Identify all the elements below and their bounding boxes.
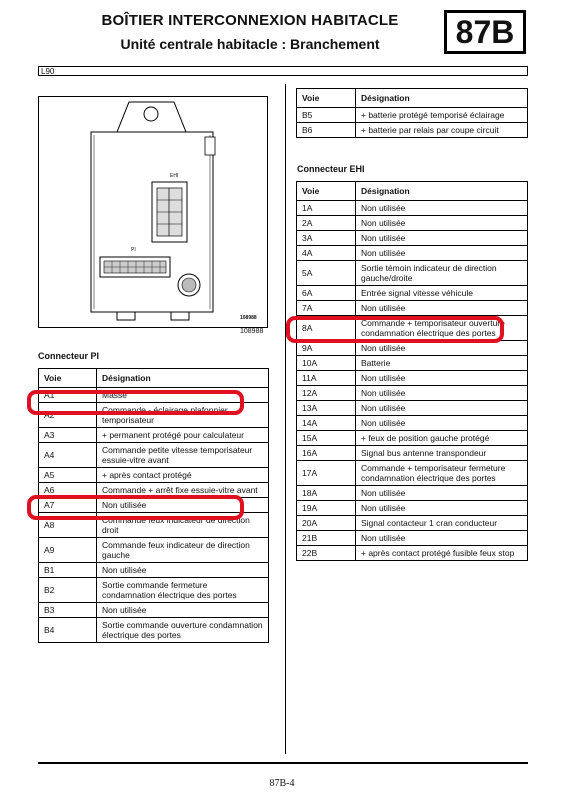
col-voie: Voie	[39, 369, 97, 388]
voie-cell: 14A	[297, 416, 356, 431]
unit-diagram-frame	[38, 96, 268, 328]
table-row	[297, 371, 528, 386]
table-row	[297, 486, 528, 501]
voie-cell: B1	[39, 563, 97, 578]
voie-cell: A6	[39, 483, 97, 498]
voie-cell: A8	[39, 513, 97, 538]
voie-cell: 10A	[297, 356, 356, 371]
table-row	[297, 546, 528, 561]
table-row	[297, 356, 528, 371]
table-row	[297, 446, 528, 461]
designation-cell: Signal bus antenne transpondeur	[356, 446, 528, 461]
designation-cell: Sortie témoin indicateur de direction gauche/droite	[356, 261, 528, 286]
model-bar	[38, 66, 528, 76]
voie-cell: A2	[39, 403, 97, 428]
page-number: 87B-4	[269, 778, 295, 789]
pi-label: PI	[131, 247, 136, 253]
designation-cell: + après contact protégé	[97, 468, 269, 483]
voie-cell: 11A	[297, 371, 356, 386]
designation-cell: Commande + arrêt fixe essuie-vitre avant	[97, 483, 269, 498]
designation-cell: Sortie commande ouverture condamnation électrique des portes	[97, 618, 269, 643]
col-voie: Voie	[297, 89, 356, 108]
designation-cell: Non utilisée	[356, 416, 528, 431]
control-unit-diagram	[39, 97, 267, 327]
voie-cell: 19A	[297, 501, 356, 516]
highlight-a1	[27, 390, 244, 415]
designation-cell: Commande petite vitesse temporisateur essuie-vitre avant	[97, 443, 269, 468]
voie-cell: 6A	[297, 286, 356, 301]
table-row	[39, 563, 269, 578]
voie-cell: B2	[39, 578, 97, 603]
designation-cell: Non utilisée	[356, 386, 528, 401]
designation-cell: Non utilisée	[356, 371, 528, 386]
col-designation: Désignation	[356, 89, 528, 108]
voie-cell: 8A	[297, 316, 356, 341]
col-voie: Voie	[297, 182, 356, 201]
footer-rule	[38, 762, 528, 764]
designation-cell: Non utilisée	[356, 216, 528, 231]
designation-cell: Non utilisée	[97, 498, 269, 513]
voie-cell: A1	[39, 388, 97, 403]
figure-ref-small: 108988	[240, 315, 257, 321]
designation-cell: + feux de position gauche protégé	[356, 431, 528, 446]
table-row	[39, 618, 269, 643]
table-row	[39, 538, 269, 563]
table-row	[39, 443, 269, 468]
voie-cell: 7A	[297, 301, 356, 316]
table-row	[297, 246, 528, 261]
voie-cell: 13A	[297, 401, 356, 416]
table-row	[39, 578, 269, 603]
table-row	[297, 286, 528, 301]
highlight-a5	[27, 495, 244, 520]
designation-cell: Non utilisée	[97, 563, 269, 578]
designation-cell: Sortie commande fermeture condamnation électrique des portes	[97, 578, 269, 603]
designation-cell: Non utilisée	[97, 603, 269, 618]
voie-cell: B6	[297, 123, 356, 138]
designation-cell: Masse	[97, 388, 269, 403]
designation-cell: Non utilisée	[356, 246, 528, 261]
designation-cell: Non utilisée	[356, 401, 528, 416]
voie-cell: B3	[39, 603, 97, 618]
model-label: L90	[41, 67, 55, 76]
designation-cell: Non utilisée	[356, 531, 528, 546]
table-row	[297, 386, 528, 401]
designation-cell: + permanent protégé pour calculateur	[97, 428, 269, 443]
table-row	[297, 108, 528, 123]
voie-cell: 9A	[297, 341, 356, 356]
table-row	[297, 461, 528, 486]
designation-cell: Non utilisée	[356, 501, 528, 516]
page-title: BOÎTIER INTERCONNEXION HABITACLE	[101, 12, 399, 29]
designation-cell: Commande feux indicateur de direction droit	[97, 513, 269, 538]
voie-cell: 12A	[297, 386, 356, 401]
voie-cell: A3	[39, 428, 97, 443]
voie-cell: 3A	[297, 231, 356, 246]
section-code-badge: 87B	[444, 10, 526, 54]
table-row	[39, 428, 269, 443]
designation-cell: + batterie protégé temporisé éclairage	[356, 108, 528, 123]
voie-cell: 4A	[297, 246, 356, 261]
designation-cell: Commande + temporisateur ouverture condamnation électrique des portes	[356, 316, 528, 341]
table-row	[297, 301, 528, 316]
ehi-label: EHI	[170, 173, 179, 179]
connector-pi-title: Connecteur PI	[38, 351, 100, 361]
table-row	[297, 516, 528, 531]
voie-cell: 22B	[297, 546, 356, 561]
designation-cell: Non utilisée	[356, 341, 528, 356]
figure-ref: 108988	[240, 328, 264, 335]
voie-cell: B4	[39, 618, 97, 643]
designation-cell: Non utilisée	[356, 231, 528, 246]
table-row	[297, 431, 528, 446]
voie-cell: 1A	[297, 201, 356, 216]
table-row	[297, 401, 528, 416]
voie-cell: A4	[39, 443, 97, 468]
page-subtitle: Unité centrale habitacle : Branchement	[120, 36, 380, 52]
designation-cell: + après contact protégé fusible feux stop	[356, 546, 528, 561]
voie-cell: 5A	[297, 261, 356, 286]
voie-cell: 18A	[297, 486, 356, 501]
designation-cell: Commande + temporisateur fermeture condamnation électrique des portes	[356, 461, 528, 486]
table-row	[297, 123, 528, 138]
designation-cell: Entrée signal vitesse véhicule	[356, 286, 528, 301]
connector-pi-continued-table	[296, 88, 528, 138]
designation-cell: Signal contacteur 1 cran conducteur	[356, 516, 528, 531]
table-row	[297, 501, 528, 516]
column-divider	[285, 84, 286, 754]
table-row	[297, 416, 528, 431]
voie-cell: 21B	[297, 531, 356, 546]
designation-cell: Commande feux indicateur de direction gauche	[97, 538, 269, 563]
voie-cell: 16A	[297, 446, 356, 461]
col-designation: Désignation	[97, 369, 269, 388]
voie-cell: A5	[39, 468, 97, 483]
voie-cell: 15A	[297, 431, 356, 446]
designation-cell: Non utilisée	[356, 301, 528, 316]
voie-cell: A9	[39, 538, 97, 563]
connector-ehi-table	[296, 181, 528, 561]
highlight-6a	[286, 316, 504, 343]
table-row	[297, 531, 528, 546]
voie-cell: B5	[297, 108, 356, 123]
table-row	[297, 231, 528, 246]
voie-cell: 20A	[297, 516, 356, 531]
voie-cell: 17A	[297, 461, 356, 486]
designation-cell: + batterie par relais par coupe circuit	[356, 123, 528, 138]
designation-cell: Batterie	[356, 356, 528, 371]
table-row	[39, 468, 269, 483]
table-row	[39, 603, 269, 618]
voie-cell: 2A	[297, 216, 356, 231]
designation-cell: Non utilisée	[356, 201, 528, 216]
table-row	[297, 216, 528, 231]
table-row	[297, 201, 528, 216]
col-designation: Désignation	[356, 182, 528, 201]
voie-cell: A7	[39, 498, 97, 513]
designation-cell: Non utilisée	[356, 486, 528, 501]
connector-ehi-title: Connecteur EHI	[297, 164, 365, 174]
designation-cell: Commande - éclairage plafonnier temporisateur	[97, 403, 269, 428]
table-row	[297, 261, 528, 286]
